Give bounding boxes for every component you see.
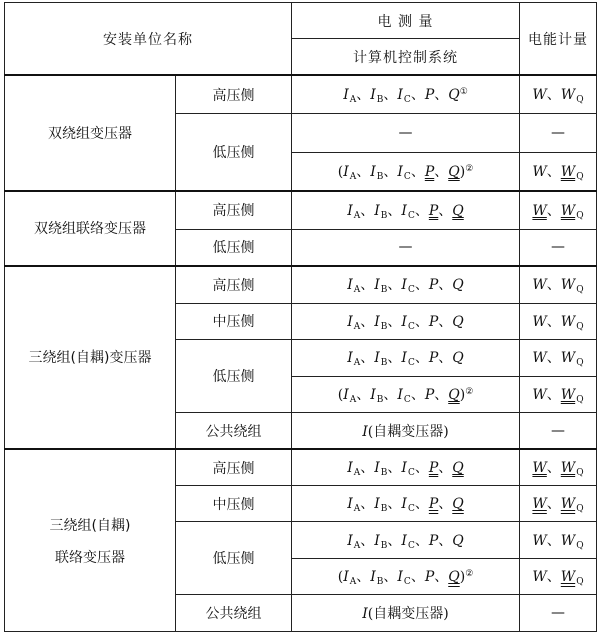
unit-three-winding-tie: 三绕组(自耦) 联络变压器 bbox=[5, 449, 176, 631]
side-label: 中压侧 bbox=[176, 486, 292, 522]
energy-cell: — bbox=[520, 595, 597, 632]
note-mark: ② bbox=[465, 386, 474, 397]
table-row bbox=[5, 191, 597, 229]
measure-cell: $I_A$、$I_B$、$I_C$、P、Q bbox=[292, 522, 520, 558]
side-label: 高压侧 bbox=[176, 191, 292, 229]
side-label: 公共绕组 bbox=[176, 413, 292, 449]
side-label: 低压侧 bbox=[176, 340, 292, 413]
side-label: 高压侧 bbox=[176, 75, 292, 113]
measure-cell: ($I_A$、$I_B$、$I_C$、P、Q)② bbox=[292, 376, 520, 412]
unit-three-winding: 三绕组(自耦)变压器 bbox=[5, 266, 176, 449]
table-row bbox=[5, 449, 597, 485]
side-label: 低压侧 bbox=[176, 229, 292, 265]
measure-cell: — bbox=[292, 114, 520, 152]
energy-cell: W、$W_Q$ bbox=[520, 486, 597, 522]
measure-cell: $I_A$、$I_B$、$I_C$、P、Q bbox=[292, 303, 520, 339]
energy-cell: W、$W_Q$ bbox=[520, 303, 597, 339]
measure-cell: $I_A$、$I_B$、$I_C$、P、Q bbox=[292, 266, 520, 303]
note-mark: ① bbox=[459, 87, 468, 98]
energy-cell: W、$W_Q$ bbox=[520, 340, 597, 376]
side-label: 低压侧 bbox=[176, 522, 292, 595]
measure-cell: I(自耦变压器) bbox=[292, 595, 520, 632]
header-install-unit: 安装单位名称 bbox=[5, 3, 292, 76]
side-label: 中压侧 bbox=[176, 303, 292, 339]
energy-cell: W、$W_Q$ bbox=[520, 191, 597, 229]
side-label: 低压侧 bbox=[176, 114, 292, 191]
measure-cell: I(自耦变压器) bbox=[292, 413, 520, 449]
measure-cell: $I_A$、$I_B$、$I_C$、P、Q① bbox=[292, 75, 520, 113]
unit-two-winding: 双绕组变压器 bbox=[5, 75, 176, 190]
energy-cell: W、$W_Q$ bbox=[520, 152, 597, 190]
note-mark: ② bbox=[465, 569, 474, 580]
energy-cell: W、$W_Q$ bbox=[520, 75, 597, 113]
header-measurement: 电 测 量 bbox=[292, 3, 520, 39]
measure-cell: $I_A$、$I_B$、$I_C$、P、Q bbox=[292, 486, 520, 522]
measure-cell: $I_A$、$I_B$、$I_C$、P、Q bbox=[292, 340, 520, 376]
header-computer-control: 计算机控制系统 bbox=[292, 39, 520, 75]
energy-cell: W、$W_Q$ bbox=[520, 266, 597, 303]
unit-two-winding-tie: 双绕组联络变压器 bbox=[5, 191, 176, 266]
header-energy-metering: 电能计量 bbox=[520, 3, 597, 76]
energy-cell: — bbox=[520, 114, 597, 152]
side-label: 高压侧 bbox=[176, 266, 292, 303]
energy-cell: W、$W_Q$ bbox=[520, 558, 597, 594]
energy-cell: — bbox=[520, 229, 597, 265]
energy-cell: W、$W_Q$ bbox=[520, 522, 597, 558]
table-row bbox=[5, 75, 597, 113]
table-row bbox=[5, 266, 597, 303]
energy-cell: W、$W_Q$ bbox=[520, 376, 597, 412]
measure-cell: ($I_A$、$I_B$、$I_C$、P、Q)② bbox=[292, 558, 520, 594]
measure-cell: ($I_A$、$I_B$、$I_C$、P、Q)② bbox=[292, 152, 520, 190]
side-label: 公共绕组 bbox=[176, 595, 292, 632]
measurement-table bbox=[4, 2, 597, 632]
measure-cell: $I_A$、$I_B$、$I_C$、P、Q bbox=[292, 191, 520, 229]
measure-cell: $I_A$、$I_B$、$I_C$、P、Q bbox=[292, 449, 520, 485]
note-mark: ② bbox=[465, 163, 474, 174]
energy-cell: W、$W_Q$ bbox=[520, 449, 597, 485]
measure-cell: — bbox=[292, 229, 520, 265]
energy-cell: — bbox=[520, 413, 597, 449]
side-label: 高压侧 bbox=[176, 449, 292, 485]
